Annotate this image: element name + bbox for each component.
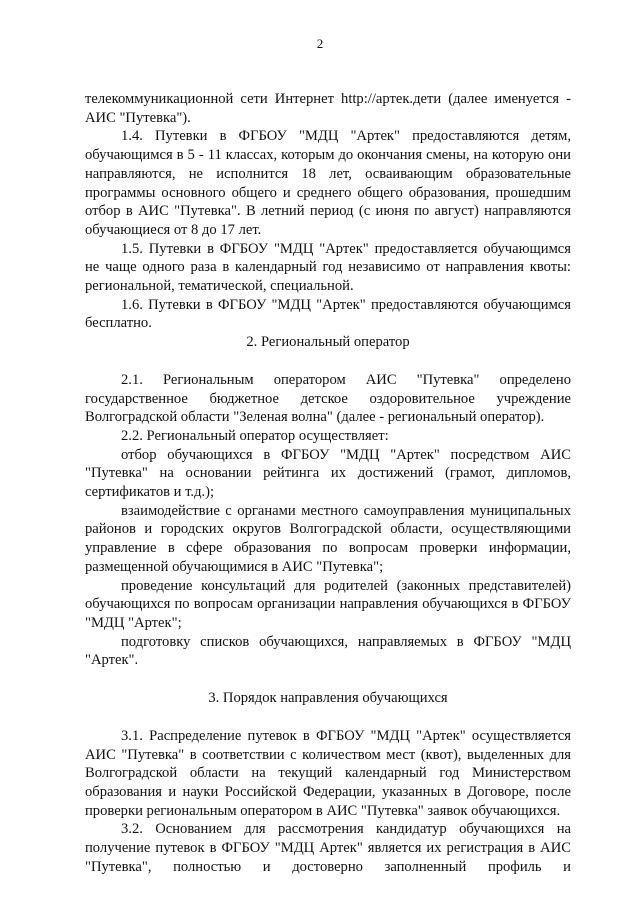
paragraph: подготовку списков обучающихся, направляемых в ФГБОУ "МДЦ "Артек". [85, 633, 571, 669]
paragraph: 2.1. Региональным оператором АИС "Путевка" определено государственное бюджетное детское оздоровительное учреждение Волгоградской области "Зеленая волна" (далее - региональный оператор). [85, 371, 571, 426]
paragraph: 3.1. Распределение путевок в ФГБОУ "МДЦ "Артек" осуществляется АИС "Путевка" в соответствии с количеством мест (квот), выделенных для Волгоградской области на текущий календарный год Министерством образования и науки Российской Федерации, указанных в Договоре, после проверки региональным оператором в АИС "Путевка" заявок обучающихся. [85, 727, 571, 819]
paragraph: телекоммуникационной сети Интернет http://артек.дети (далее именуется - АИС "Путевка"). [85, 91, 571, 126]
paragraph-gap [85, 708, 571, 727]
paragraph: 1.4. Путевки в ФГБОУ "МДЦ "Артек" предоставляются детям, обучающимся в 5 - 11 классах, которым до окончания смены, на которую они направляются, не исполнится 18 лет, осваивающим образовательные программы основного общего и среднего общего образования, прошедшим отбор в АИС "Путевка". В летний период (с июня по август) направляются обучающиеся от 8 до 17 лет. [85, 128, 571, 238]
paragraph-gap [85, 352, 571, 371]
paragraph: 3.2. Основанием для рассмотрения кандидатур обучающихся на получение путевок в ФГБОУ "МДЦ Артек" является их регистрация в АИС "Путевка", полностью и достоверно заполненный профиль и [85, 821, 571, 875]
paragraph: взаимодействие с органами местного самоуправления муниципальных районов и городских округов Волгоградской области, осуществляющими управление в сфере образования по вопросам проверки информации, размещенной обучающимися в АИС "Путевка"; [85, 502, 571, 575]
paragraph: отбор обучающихся в ФГБОУ "МДЦ "Артек" посредством АИС "Путевка" на основании рейтинга их достижений (грамот, дипломов, сертификатов и т.д.); [85, 446, 571, 501]
paragraph: 1.6. Путевки в ФГБОУ "МДЦ "Артек" предоставляются обучающимся бесплатно. [85, 296, 571, 332]
paragraph: проведение консультаций для родителей (законных представителей) обучающихся по вопросам организации направления обучающихся в ФГБОУ "МДЦ "Артек"; [85, 577, 571, 631]
section-heading: 2. Региональный оператор [246, 334, 410, 351]
paragraph: 1.5. Путевки в ФГБОУ "МДЦ "Артек" предоставляется обучающимся не чаще одного раза в календарный год независимо от направления квоты: региональной, тематической, специальной. [85, 240, 571, 295]
paragraph-gap [85, 670, 571, 689]
paragraph: 2.2. Региональный оператор осуществляет: [121, 427, 389, 444]
section-heading: 3. Порядок направления обучающихся [208, 690, 448, 707]
page-number: 2 [316, 36, 324, 51]
document-body [85, 90, 571, 876]
